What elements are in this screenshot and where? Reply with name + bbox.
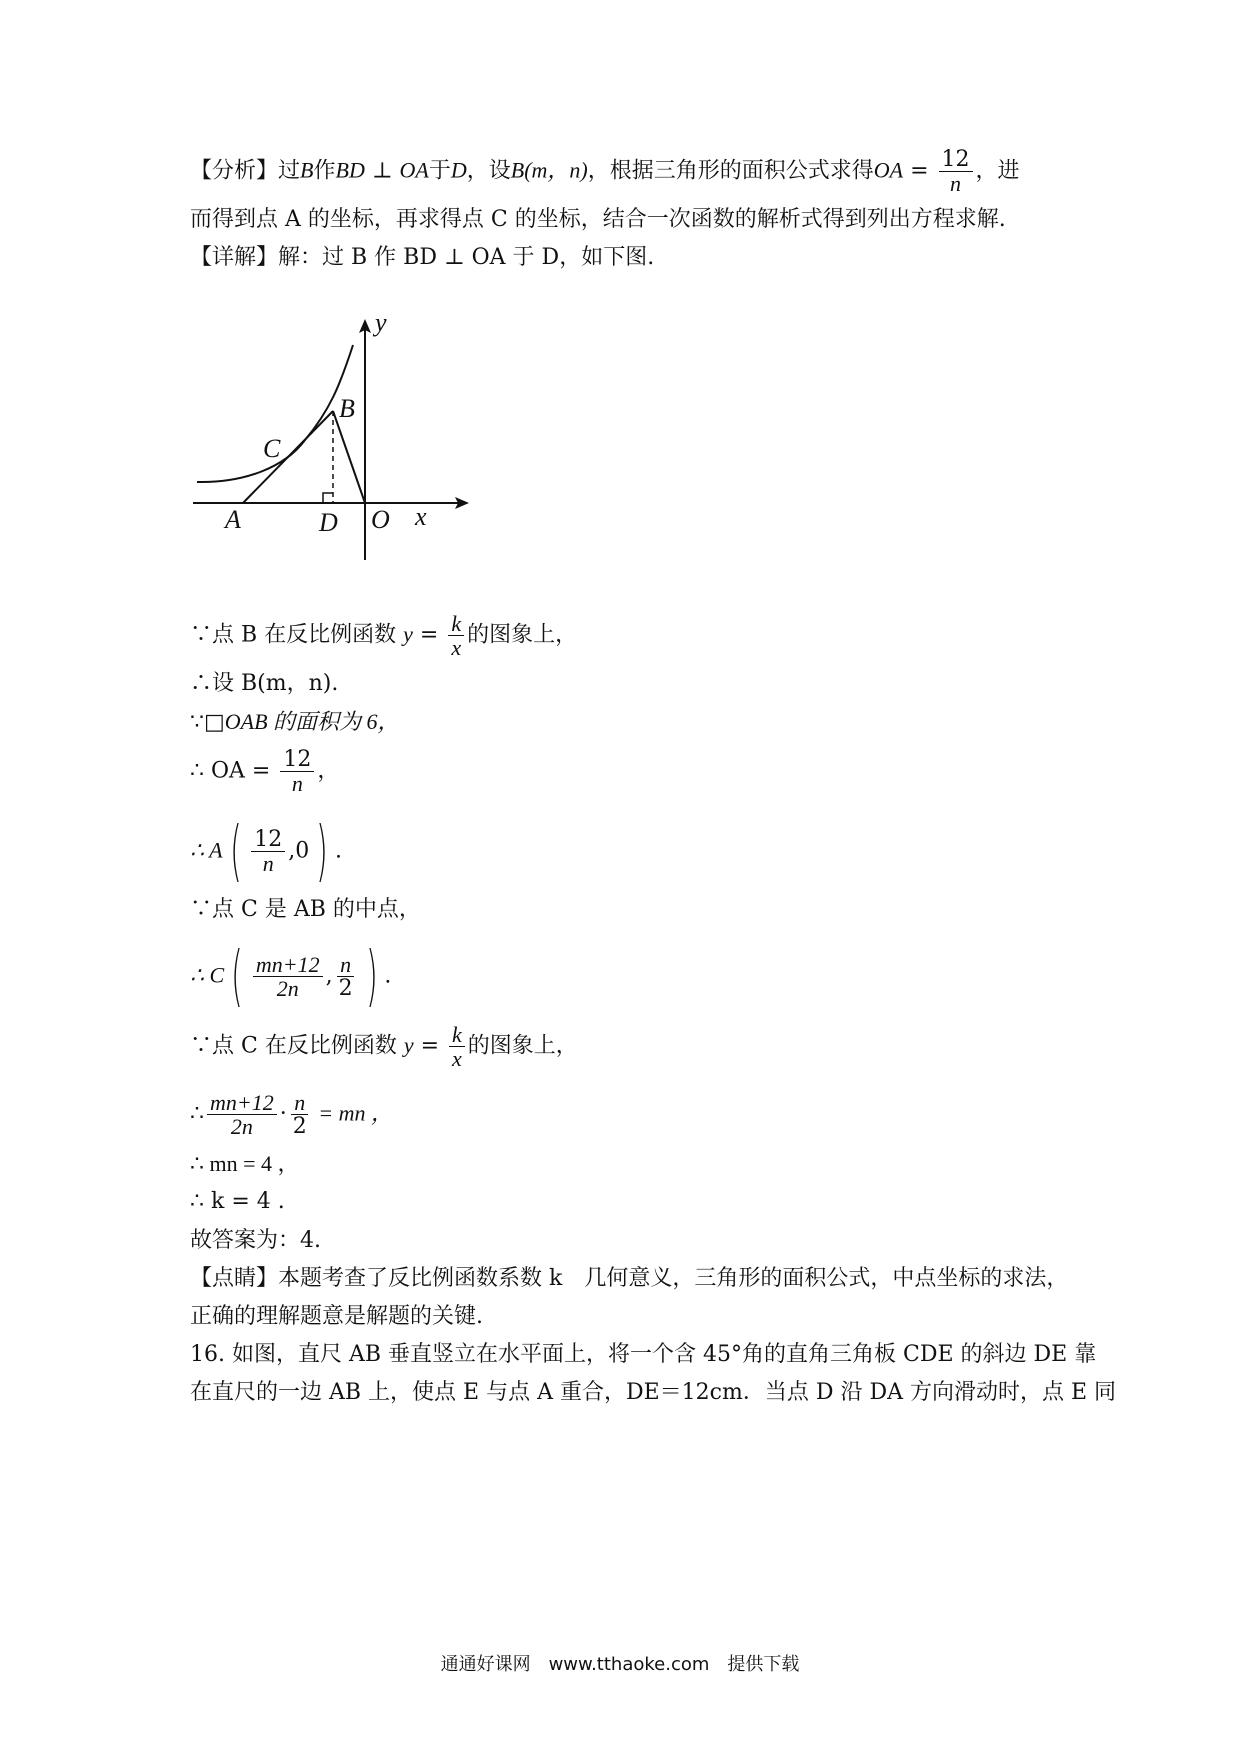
label-o: O bbox=[371, 505, 390, 534]
text: ， bbox=[317, 758, 340, 784]
right-paren: ) bbox=[365, 937, 378, 1014]
text: ∵ bbox=[190, 710, 204, 735]
denominator: 2 bbox=[338, 975, 353, 1001]
text: ，进 bbox=[975, 158, 1020, 184]
text: 的图象上， bbox=[467, 622, 578, 648]
fraction-mn12-over-2n bbox=[207, 1091, 277, 1138]
step-7: ∴ C ( $\frac{mn+12}{2n}$ , $\frac{n}{2}$ ) . bbox=[190, 937, 392, 1014]
var-oa: OA bbox=[399, 157, 429, 183]
segment-ab bbox=[243, 411, 333, 503]
fraction-mn12-over-2n bbox=[253, 953, 323, 1000]
var-oa: OA bbox=[873, 157, 904, 183]
step-2: ∴设 B(m，n). bbox=[190, 671, 339, 696]
geometry-figure bbox=[205, 308, 495, 635]
numerator: n bbox=[337, 953, 354, 977]
var-bd: BD bbox=[335, 157, 365, 183]
segment-bo bbox=[333, 411, 365, 503]
text: 作 bbox=[313, 158, 336, 184]
step-12: 故答案为：4. bbox=[190, 1228, 321, 1253]
step-9 bbox=[190, 1091, 393, 1138]
var-b: B bbox=[300, 157, 314, 183]
text: ，根据三角形的面积公式求得 bbox=[587, 158, 874, 184]
numerator: 12 bbox=[280, 748, 314, 772]
text: ，设 bbox=[466, 158, 511, 184]
denominator: 2n bbox=[276, 975, 299, 1001]
numerator: n bbox=[291, 1091, 308, 1115]
text: ∴ OA = bbox=[190, 758, 278, 784]
fraction-12-over-n bbox=[939, 148, 973, 195]
step-5 bbox=[190, 812, 343, 889]
comment-line-2: 正确的理解题意是解题的关键. bbox=[190, 1304, 483, 1329]
label-x: x bbox=[415, 502, 427, 531]
denominator: n bbox=[262, 850, 274, 876]
text: 的图象上， bbox=[467, 1033, 578, 1059]
analysis-heading: 【分析】 bbox=[190, 158, 279, 184]
left-paren: ( bbox=[229, 812, 242, 889]
numerator: 12 bbox=[251, 828, 285, 852]
equals: = bbox=[413, 1033, 447, 1059]
analysis-line-2: 而得到点 A 的坐标，再求得点 C 的坐标，结合一次函数的解析式得到列出方程求解. bbox=[190, 207, 1006, 232]
footer-credit: 通通好课网 www.tthaoke.com 提供下载 bbox=[440, 1654, 800, 1675]
fraction-n-over-2 bbox=[336, 953, 356, 1000]
label-d: D bbox=[319, 508, 338, 537]
right-paren: ) bbox=[316, 812, 328, 889]
comment-line-1: 【点睛】本题考查了反比例函数系数 k 几何意义，三角形的面积公式，中点坐标的求法， bbox=[190, 1266, 1069, 1291]
detail-heading: 【详解】 bbox=[190, 245, 279, 270]
dot-operator: · bbox=[279, 1101, 287, 1127]
denominator: 2n bbox=[230, 1114, 253, 1140]
step-4 bbox=[190, 748, 339, 795]
detail-line bbox=[190, 243, 654, 273]
denominator: n bbox=[950, 171, 962, 197]
text: ∵点 B 在反比例函数 bbox=[190, 622, 397, 648]
numerator: k bbox=[448, 612, 464, 636]
denominator: x bbox=[452, 1046, 462, 1072]
triangle-symbol: □ bbox=[204, 710, 225, 735]
perp-symbol: ⊥ bbox=[364, 158, 400, 184]
question-16-line-1: 16. 如图，直尺 AB 垂直竖立在水平面上，将一个含 45°角的直角三角板 CDE 的斜边 DE 靠 bbox=[190, 1342, 1097, 1367]
text: . bbox=[335, 838, 343, 864]
text: 于 bbox=[428, 158, 451, 184]
text: OAB 的面积为 6， bbox=[224, 709, 400, 734]
text: ∴ A bbox=[190, 837, 223, 863]
text: ∴ bbox=[190, 1101, 204, 1127]
equals: = bbox=[412, 622, 446, 648]
text: = mn ， bbox=[312, 1100, 393, 1126]
equals: = bbox=[903, 158, 936, 184]
step-3 bbox=[190, 707, 400, 738]
numerator: k bbox=[449, 1023, 465, 1047]
var-d: D bbox=[450, 157, 467, 183]
step-6: ∵点 C 是 AB 的中点， bbox=[190, 897, 421, 922]
step-11: ∴ k = 4 . bbox=[190, 1189, 285, 1214]
var-y: y bbox=[403, 1032, 414, 1058]
label-c: C bbox=[263, 434, 281, 463]
denominator: 2 bbox=[292, 1114, 307, 1140]
text: . bbox=[384, 963, 392, 989]
numerator: mn+12 bbox=[207, 1091, 277, 1115]
text: ,0 bbox=[288, 838, 310, 864]
question-16-line-2: 在直尺的一边 AB 上，使点 E 与点 A 重合，DE＝12cm．当点 D 沿 DA 方向滑动时，点 E 同 bbox=[190, 1380, 1117, 1405]
text: 过 bbox=[278, 158, 301, 184]
numerator: mn+12 bbox=[253, 953, 323, 977]
step-8 bbox=[190, 1023, 578, 1070]
figure-svg bbox=[205, 308, 495, 635]
label-y: y bbox=[375, 308, 387, 337]
text: ∴ C bbox=[190, 962, 225, 988]
denominator: x bbox=[451, 635, 462, 661]
fraction-n-over-2 bbox=[290, 1091, 310, 1138]
label-b: B bbox=[339, 394, 355, 423]
text: ∵点 C 在反比例函数 bbox=[190, 1033, 397, 1059]
var-mn: (m，n) bbox=[524, 157, 588, 183]
right-angle-mark bbox=[323, 493, 333, 503]
left-paren: ( bbox=[231, 937, 243, 1014]
analysis-line-1 bbox=[190, 148, 1020, 195]
fraction-12-over-n bbox=[280, 748, 314, 795]
detail-text: 解：过 B 作 BD ⊥ OA 于 D，如下图. bbox=[278, 245, 655, 270]
var-y: y bbox=[403, 621, 413, 647]
var-b: B bbox=[510, 157, 525, 183]
fraction-12-over-n bbox=[251, 828, 285, 875]
label-a: A bbox=[225, 505, 241, 534]
step-1 bbox=[190, 612, 577, 659]
step-10: ∴ mn = 4 ， bbox=[190, 1151, 300, 1176]
fraction-k-over-x bbox=[449, 1023, 465, 1070]
fraction-k-over-x bbox=[448, 612, 464, 659]
numerator: 12 bbox=[939, 148, 973, 172]
denominator: n bbox=[291, 771, 303, 797]
